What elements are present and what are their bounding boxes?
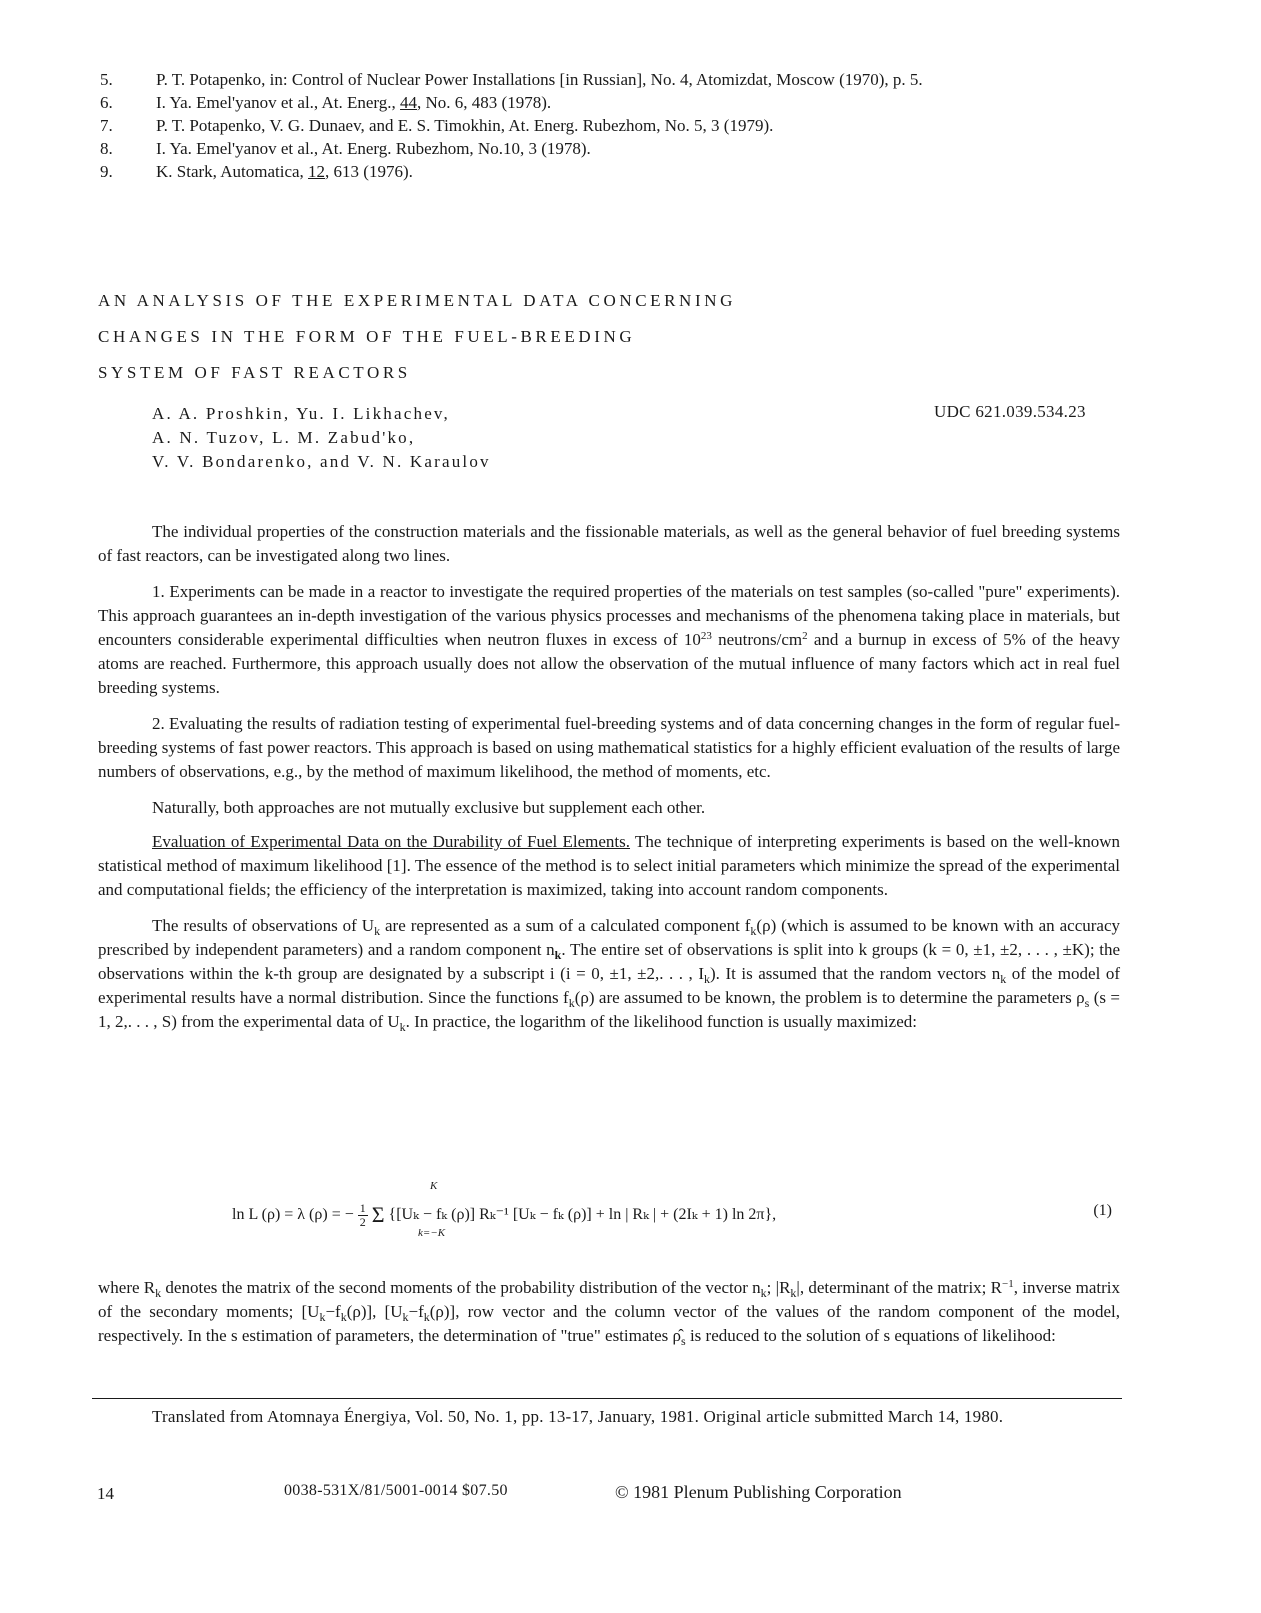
reference-item: 5. P. T. Potapenko, in: Control of Nuclear Power Installations [in Russian], No. 4, Atomizdat, Moscow (1970), p. 5. bbox=[100, 70, 923, 89]
author-list: A. A. Proshkin, Yu. I. Likhachev, A. N. Tuzov, L. M. Zabud'ko, V. V. Bondarenko, and V. N. Karaulov bbox=[152, 404, 491, 471]
translation-note: Translated from Atomnaya Énergiya, Vol. 50, No. 1, pp. 13-17, January, 1981. Original article submitted March 14, 1980. bbox=[152, 1407, 1004, 1426]
paragraph: Evaluation of Experimental Data on the Durability of Fuel Elements. The technique of interpreting experiments is based on the well-known statistical method of maximum likelihood [1]. The essence of the method is to select initial parameters which minimize the spread of the experimental and computational fields; the efficiency of the interpretation is maximized, taking into account random components. bbox=[98, 832, 1121, 899]
reference-item: 8. I. Ya. Emel'yanov et al., At. Energ. Rubezhom, No.10, 3 (1978). bbox=[100, 139, 591, 158]
page-number: 14 bbox=[97, 1484, 114, 1503]
article-body bbox=[98, 520, 1120, 1046]
paragraph: 2. Evaluating the results of radiation testing of experimental fuel-breeding systems and of data concerning changes in the form of regular fuel-breeding systems of fast power reactors. This approach is based on using mathematical statistics for a highly efficient evaluation of the results of large numbers of observations, e.g., by the method of maximum likelihood, the method of moments, etc. bbox=[98, 714, 1120, 781]
article-code: 0038-531X/81/5001-0014 $07.50 bbox=[284, 1482, 508, 1499]
reference-list bbox=[100, 68, 1140, 183]
equation-1: K ln L (ρ) = λ (ρ) = − $\frac{1}{2}$ Σ {[Uₖ − fₖ (ρ)] Rₖ⁻¹ [Uₖ − fₖ (ρ)] + ln | Rₖ | + (2Iₖ + 1) ln 2π}, k=−K (1) bbox=[232, 1180, 1112, 1239]
paragraph: where $R_k$ denotes the matrix of the second moments of the probability distribution of the vector $n_k$; $|R_k|$, determinant of the matrix; $R^{-1}$, inverse matrix of the secondary moments; $[U_k-f_k(\rho)]$, $[U_k-f_k(\rho)]$, row vector and the column vector of the values of the random component of the model, respectively. In the s estimation of parameters, the determination of "true" estimates $\rhô_s$ is reduced to the solution of s equations of likelihood: bbox=[98, 1278, 1121, 1348]
summation-symbol: Σ bbox=[371, 1202, 385, 1228]
section-heading: Evaluation of Experimental Data on the Durability of Fuel Elements. bbox=[152, 832, 631, 851]
footnote-rule bbox=[92, 1398, 1122, 1399]
sum-lower-limit: k=−K bbox=[418, 1227, 446, 1239]
fraction: $\frac{1}{2}$ bbox=[359, 1201, 366, 1229]
paragraph: The individual properties of the construction materials and the fissionable materials, as well as the general behavior of fuel breeding systems of fast reactors, can be investigated along two lines. bbox=[98, 522, 1120, 565]
udc-code: UDC 621.039.534.23 bbox=[934, 402, 1086, 421]
equation-number: (1) bbox=[1093, 1202, 1112, 1219]
article-body-continued bbox=[98, 1276, 1120, 1348]
sum-upper-limit: K bbox=[430, 1180, 438, 1192]
paragraph: The results of observations of $U_k$ are represented as a sum of a calculated component $f_k(\rho)$ (which is assumed to be known with an accuracy prescribed by independent parameters) and a random component $n_k$. The entire set of observations is split into k groups (k = 0, ±1, ±2, . . . , ±K); the observations within the k-th group are designated by a subscript i (i = 0, ±1, ±2,. . . , $I_k$). It is assumed that the random vectors $n_k$ of the model of experimental results have a normal distribution. Since the functions $f_k(\rho)$ are assumed to be known, the problem is to determine the parameters $\rho_s$ (s = 1, 2,. . . , S) from the experimental data of $U_k$. In practice, the logarithm of the likelihood function is usually maximized: bbox=[98, 916, 1120, 1034]
reference-item: 9. K. Stark, Automatica, 12, 613 (1976). bbox=[100, 162, 413, 181]
article-title: AN ANALYSIS OF THE EXPERIMENTAL DATA CONCERNING CHANGES IN THE FORM OF THE FUEL-BREEDING SYSTEM OF FAST REACTORS bbox=[98, 291, 736, 382]
paragraph: 1. Experiments can be made in a reactor to investigate the required properties of the materials on test samples (so-called "pure" experiments). This approach guarantees an in-depth investigation of the various physics processes and mechanisms of the phenomena taking place in materials, but encounters considerable experimental difficulties when neutron fluxes in excess of $10^{23}$ neutrons/$cm^2$ and a burnup in excess of 5% of the heavy atoms are reached. Furthermore, this approach usually does not allow the observation of the mutual influence of many factors which act in real fuel breeding systems. bbox=[98, 582, 1120, 697]
paragraph: Naturally, both approaches are not mutually exclusive but supplement each other. bbox=[152, 798, 706, 817]
reference-item: 6. I. Ya. Emel'yanov et al., At. Energ., 44, No. 6, 483 (1978). bbox=[100, 93, 552, 112]
reference-item: 7. P. T. Potapenko, V. G. Dunaev, and E. S. Timokhin, At. Energ. Rubezhom, No. 5, 3 (1979). bbox=[100, 116, 774, 135]
copyright: © 1981 Plenum Publishing Corporation bbox=[615, 1482, 902, 1502]
